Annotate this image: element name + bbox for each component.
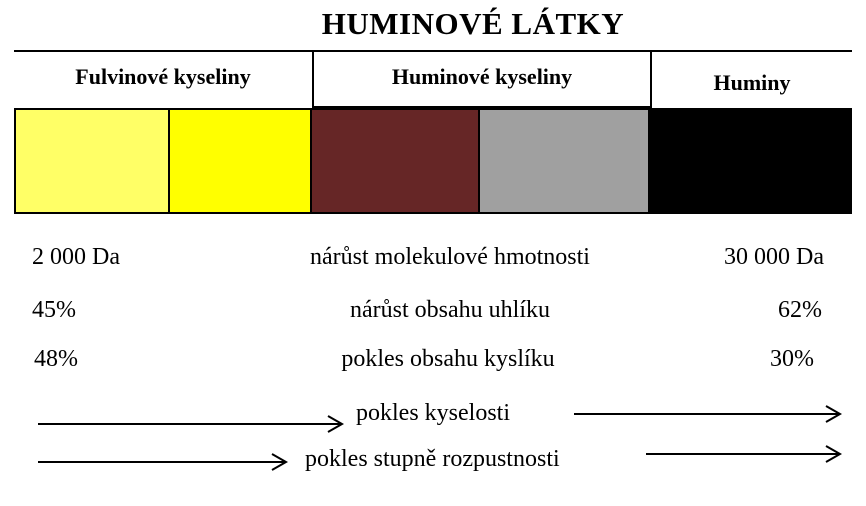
acidity-arrow-right: [574, 406, 840, 422]
solubility-arrow-right: [646, 446, 840, 462]
diagram-title: HUMINOVÉ LÁTKY: [321, 6, 625, 41]
row-mass-right: 30 000 Da: [724, 244, 824, 270]
group-label-fulvic-acids: Fulvinové kyseliny: [75, 64, 251, 89]
solubility-arrow-left: [38, 454, 286, 470]
row-oxygen-label: pokles obsahu kyslíku: [341, 346, 555, 372]
row-carbon-right: 62%: [778, 297, 822, 323]
acidity-label: pokles kyselosti: [356, 400, 510, 426]
row-oxygen-right: 30%: [770, 346, 814, 372]
row-carbon-left: 45%: [32, 297, 76, 323]
row-oxygen-left: 48%: [34, 346, 78, 372]
group-label-humic-acids: Huminové kyseliny: [391, 64, 573, 89]
row-mass-label: nárůst molekulové hmotnosti: [310, 244, 590, 270]
row-carbon-label: nárůst obsahu uhlíku: [350, 297, 550, 323]
acidity-arrow-left: [38, 416, 342, 432]
row-mass-left: 2 000 Da: [32, 244, 120, 270]
solubility-label: pokles stupně rozpustnosti: [305, 446, 560, 472]
group-label-humins: Huminy: [713, 70, 791, 95]
